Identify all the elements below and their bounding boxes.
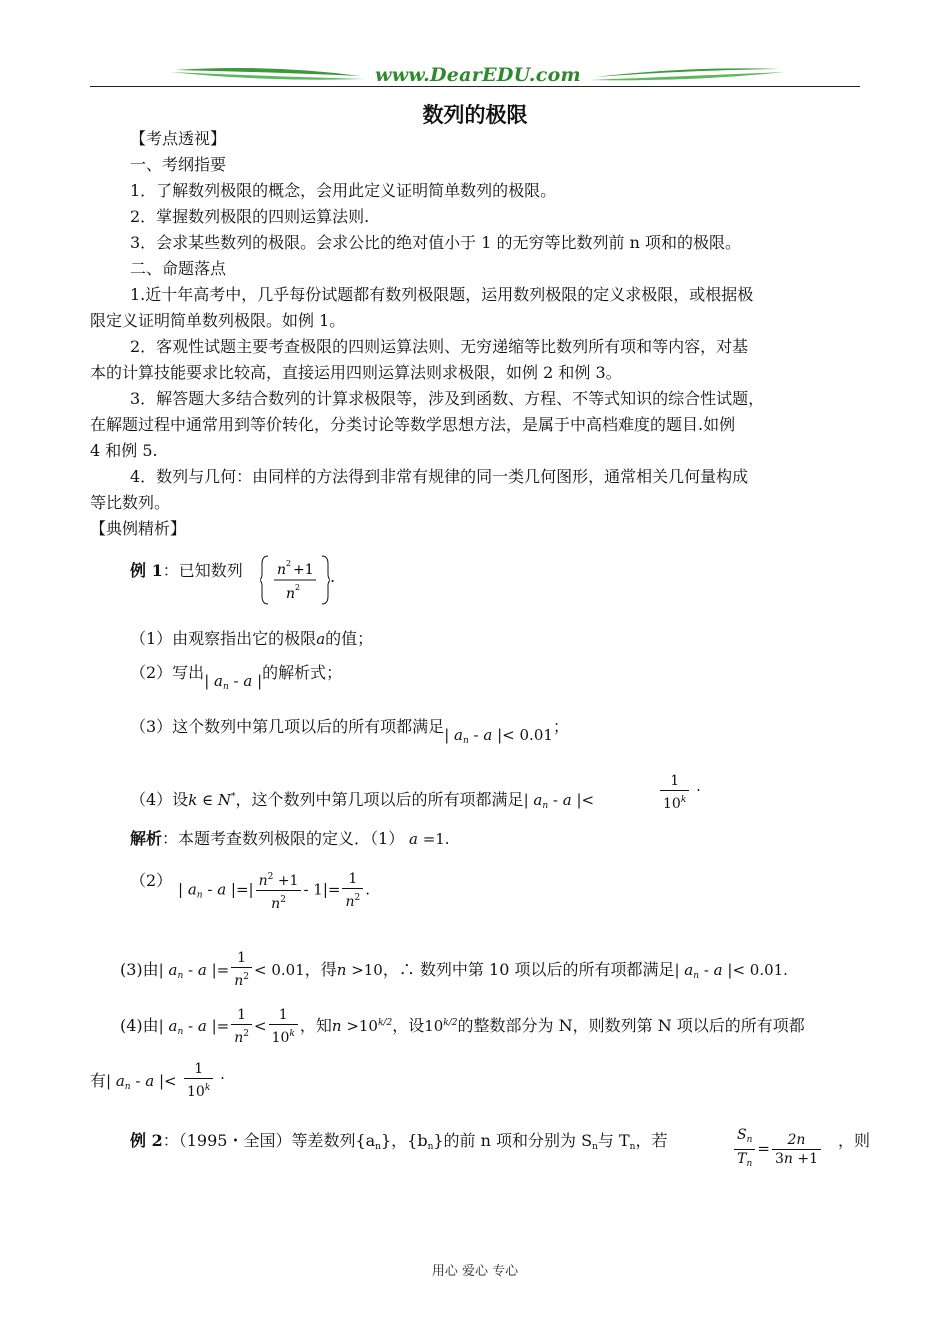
ex1-s3-de: ，得 — [304, 960, 337, 979]
ex1-period: . — [330, 567, 336, 586]
ex1-q3 — [130, 716, 569, 744]
ex2-label: 例 2 — [130, 1131, 163, 1150]
ex2-text-1: ：（1995・全国）等差数列{a — [162, 1131, 376, 1150]
section-mingti: 二、命题落点 — [130, 259, 227, 278]
ex1-solution-text: ：本题考查数列极限的定义．（1） — [162, 829, 405, 848]
mingti-4b: 等比数列。 — [90, 493, 171, 512]
section-kaodian: 【考点透视】 — [130, 129, 227, 148]
mingti-1b: 限定义证明简单数列极限。如例 1。 — [90, 311, 346, 330]
ex1-solution-a: a =1. — [404, 830, 450, 848]
ex1-s3-ineq: | $a_n$ - a |< 0.01. — [674, 961, 788, 981]
mingti-2a: 2．客观性试题主要考查极限的四则运算法则、无穷递缩等比数列所有项和等内容，对基 — [130, 337, 749, 356]
svg-text:n: n — [277, 562, 287, 578]
ex1-s3 — [120, 950, 788, 991]
ex1-s4-she: ，设 — [392, 1016, 425, 1035]
mingti-4a: 4．数列与几何：由同样的方法得到非常有规律的同一类几何图形，通常相关几何量构成 — [130, 467, 749, 486]
ex2-text-4: 与 T — [597, 1131, 630, 1150]
header-rule — [90, 86, 860, 87]
mingti-3a: 3．解答题大多结合数列的计算求极限等，涉及到函数、方程、不等式知识的综合性试题， — [130, 389, 765, 408]
ex1-s3-abs: | $a_n$ - a |= — [158, 961, 230, 981]
ex1-s4-you: 有 — [90, 1071, 107, 1090]
ex1-s4-lt: < — [253, 1017, 267, 1035]
mingti-3b: 在解题过程中通常用到等价转化，分类讨论等数学思想方法，是属于中高档难度的题目.如例 — [90, 415, 736, 434]
ex1-s3-lt: < 0.01 — [253, 961, 305, 979]
ex1-s4-frac2: $\frac{1}{10^k}$ — [269, 1006, 298, 1047]
ex2-ratio: $\frac{S_n}{T_n}$ = $\frac{2n}{3n +1}$ — [732, 1126, 823, 1173]
ex1-q1-tail: 的值； — [325, 629, 374, 648]
svg-text:n: n — [286, 586, 296, 602]
ex1-q2-abs: | $a_n$ - a | — [204, 672, 263, 692]
ex1-s4-cont — [90, 1070, 177, 1098]
ex1-q2-tail: 的解析式； — [262, 663, 343, 682]
ex1-solution-intro — [130, 828, 450, 850]
ex1-q3-text: （3）这个数列中第几项以后的所有项都满足 — [130, 717, 445, 736]
ex1-s3-frac: $\frac{1}{n^2}$ — [231, 949, 252, 990]
ex1-solution-label: 解析 — [130, 829, 163, 848]
ex1-q3-tail: ； — [552, 717, 569, 736]
site-name: www.DearEDU.com — [375, 64, 581, 86]
ex2-text-3: }的前 n 项和分别为 S — [433, 1131, 593, 1150]
page-footer: 用心 爱心 专心 — [431, 1264, 519, 1279]
ex1-s3-n: n >10 — [336, 961, 383, 979]
gangyao-item-1: 1．了解数列极限的概念，会用此定义证明简单数列的极限。 — [130, 181, 557, 200]
gangyao-item-3: 3．会求某些数列的极限。会求公比的绝对值小于 1 的无穷等比数列前 n 项和的极限。 — [130, 233, 742, 252]
ex2-statement: 例 2：（1995・全国）等差数列$\{a_n\}$，$\{b_n\}$的前 n 项和分别为 $S_n$与 $T_n$，若 — [130, 1131, 668, 1152]
ex1-s2-expr: | $a_n$ - a |=| $\frac{n^2 +1}{n^2}$ - 1|= $\frac{1}{n^2}$ . — [178, 871, 371, 912]
ex1-q4-text: （4）设 — [130, 790, 189, 809]
svg-text:+1: +1 — [293, 562, 314, 578]
ex1-s4 — [120, 1006, 805, 1047]
ex1-q4-frac: $\frac{1}{10^k}$ . — [658, 772, 701, 813]
ex1-q2-text: （2）写出 — [130, 663, 205, 682]
section-dianli: 【典例精析】 — [90, 519, 187, 538]
ex1-s4-text: (4)由 — [120, 1016, 159, 1035]
ex1-s4-tail: 的整数部分为 N，则数列第 N 项以后的所有项都 — [457, 1016, 805, 1035]
ex2-text-5: ，若 — [635, 1131, 668, 1150]
ex1-s3-text: (3)由 — [120, 960, 159, 979]
ex1-s4-frac1: $\frac{1}{n^2}$ — [231, 1006, 252, 1047]
ex1-q4 — [130, 786, 594, 817]
ex1-s4-pow: $10^{k/2}$ — [424, 1017, 458, 1035]
ex1-q4-mid: ，这个数列中第几项以后的所有项都满足 — [235, 790, 524, 809]
svg-text:2: 2 — [286, 559, 292, 568]
ex1-s4-n: $n >10^{k/2}$ — [331, 1017, 393, 1035]
ex1-q1-a: a — [316, 630, 326, 648]
ex1-statement — [130, 560, 243, 606]
mingti-3c: 4 和例 5. — [90, 441, 158, 460]
ex1-s2-label: （2） — [130, 871, 173, 890]
ex1-q1-text: （1）由观察指出它的极限 — [130, 629, 317, 648]
ex1-s4-ineq: | $a_n$ - a |< — [106, 1072, 177, 1092]
ex1-q3-ineq: | $a_n$ - a |< 0.01 — [444, 726, 553, 746]
ex2-text-2: }，{b — [380, 1131, 428, 1150]
page-title: 数列的极限 — [422, 103, 528, 127]
ex1-q2 — [130, 662, 342, 690]
ex1-s4-zhi: ，知 — [299, 1016, 332, 1035]
ex1-q1 — [130, 628, 373, 650]
gangyao-item-2: 2．掌握数列极限的四则运算法则. — [130, 207, 370, 226]
ex1-intro: ：已知数列 — [162, 561, 243, 580]
mingti-2b: 本的计算技能要求比较高，直接运用四则运算法则求极限，如例 2 和例 3。 — [90, 363, 622, 382]
ex1-sequence — [260, 554, 330, 610]
ex1-s3-tail: ，∴ 数列中第 10 项以后的所有项都满足 — [382, 960, 675, 979]
svg-text:2: 2 — [295, 583, 301, 592]
mingti-1a: 1.近十年高考中，几乎每份试题都有数列极限题，运用数列极限的定义求极限，或根据极 — [130, 285, 754, 304]
ex1-q4-ineq: | $a_n$ - a |< — [523, 791, 595, 811]
ex1-label: 例 1 — [130, 561, 163, 580]
section-gangyao: 一、考纲指要 — [130, 155, 227, 174]
ex1-s4-final-frac: $\frac{1}{10^k}$ . — [182, 1060, 225, 1101]
ex1-sequence-braces — [260, 554, 330, 606]
ex1-s4-abs: | $a_n$ - a |= — [158, 1017, 230, 1037]
ex2-ze: ，则 — [838, 1131, 871, 1150]
ex1-q4-k: k ∈ N* — [188, 791, 236, 809]
